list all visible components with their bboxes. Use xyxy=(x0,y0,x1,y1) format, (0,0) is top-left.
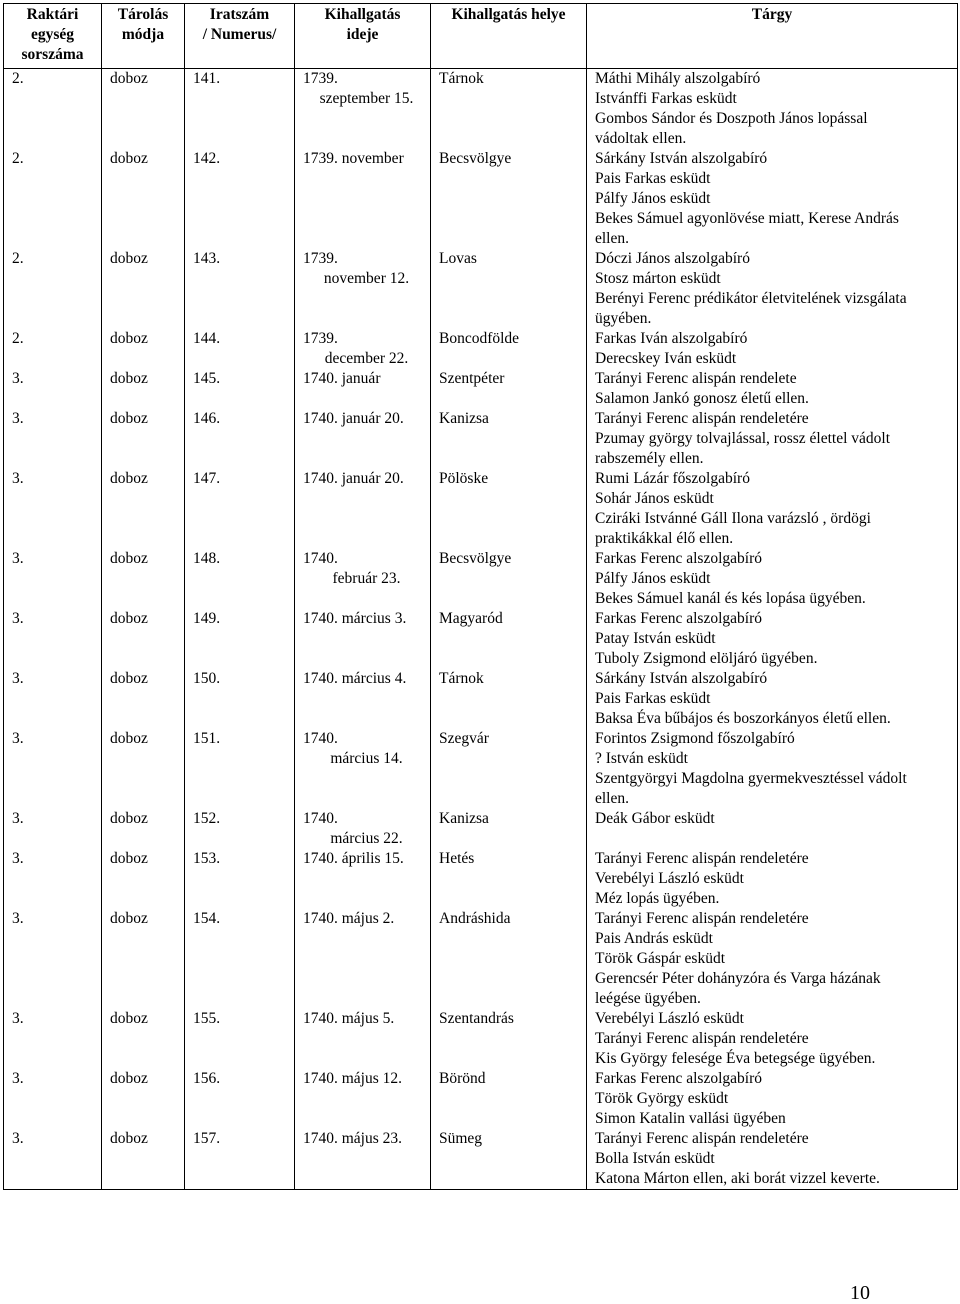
cell-subject: Farkas Ferenc alszolgabíró Patay István esküdt Tuboly Zsigmond elöljáró ügyében. xyxy=(587,609,958,669)
table-row xyxy=(4,69,958,150)
cell-place: Pölöske xyxy=(431,469,587,549)
cell-unit: 3. xyxy=(4,469,102,549)
cell-subject: Verebélyi László esküdt Tarányi Ferenc alispán rendeletére Kis György felesége Éva betegsége ügyében. xyxy=(587,1009,958,1069)
cell-date: 1740. május 12. xyxy=(295,1069,431,1129)
cell-place: Lovas xyxy=(431,249,587,329)
table-row xyxy=(4,849,958,909)
header-storage-mode: Tárolás módja xyxy=(102,4,185,69)
cell-subject: Tarányi Ferenc alispán rendeletére Verebélyi László esküdt Méz lopás ügyében. xyxy=(587,849,958,909)
cell-file-number: 157. xyxy=(185,1129,295,1190)
archive-table xyxy=(3,3,958,1190)
cell-subject: Máthi Mihály alszolgabíró Istvánffi Farkas esküdt Gombos Sándor és Doszpoth János lopással vádoltak ellen. xyxy=(587,69,958,150)
cell-unit: 3. xyxy=(4,809,102,849)
cell-subject: Tarányi Ferenc alispán rendeletére Pais András esküdt Török Gáspár esküdt Gerencsér Péter dohányzóra és Varga házának leégése ügyében. xyxy=(587,909,958,1009)
table-body xyxy=(4,69,958,1190)
cell-unit: 2. xyxy=(4,69,102,150)
cell-file-number: 156. xyxy=(185,1069,295,1129)
cell-storage-mode: doboz xyxy=(102,1069,185,1129)
cell-unit: 3. xyxy=(4,1009,102,1069)
cell-unit: 2. xyxy=(4,149,102,249)
table-row xyxy=(4,369,958,409)
cell-file-number: 154. xyxy=(185,909,295,1009)
cell-file-number: 144. xyxy=(185,329,295,369)
cell-place: Kanizsa xyxy=(431,809,587,849)
cell-place: Szentandrás xyxy=(431,1009,587,1069)
cell-place: Szentpéter xyxy=(431,369,587,409)
table-row xyxy=(4,909,958,1009)
cell-storage-mode: doboz xyxy=(102,329,185,369)
header-file-number: Iratszám / Numerus/ xyxy=(185,4,295,69)
cell-storage-mode: doboz xyxy=(102,1009,185,1069)
cell-unit: 2. xyxy=(4,329,102,369)
cell-place: Szegvár xyxy=(431,729,587,809)
cell-subject: Sárkány István alszolgabíró Pais Farkas esküdt Pálfy János esküdt Bekes Sámuel agyonlövése miatt, Kerese András ellen. xyxy=(587,149,958,249)
cell-storage-mode: doboz xyxy=(102,469,185,549)
table-row xyxy=(4,609,958,669)
cell-storage-mode: doboz xyxy=(102,729,185,809)
cell-subject: Tarányi Ferenc alispán rendeletére Bolla István esküdt Katona Márton ellen, aki borát vizzel keverte. xyxy=(587,1129,958,1190)
cell-file-number: 141. xyxy=(185,69,295,150)
cell-place: Andráshida xyxy=(431,909,587,1009)
header-interrogation-date: Kihallgatás ideje xyxy=(295,4,431,69)
table-row xyxy=(4,809,958,849)
cell-date: 1739. november 12. xyxy=(295,249,431,329)
cell-unit: 3. xyxy=(4,729,102,809)
cell-unit: 3. xyxy=(4,1069,102,1129)
cell-storage-mode: doboz xyxy=(102,409,185,469)
cell-file-number: 147. xyxy=(185,469,295,549)
cell-subject: Farkas Ferenc alszolgabíró Török György esküdt Simon Katalin vallási ügyében xyxy=(587,1069,958,1129)
cell-date: 1740. május 5. xyxy=(295,1009,431,1069)
cell-unit: 3. xyxy=(4,609,102,669)
table-row xyxy=(4,409,958,469)
cell-date: 1740. január 20. xyxy=(295,409,431,469)
cell-storage-mode: doboz xyxy=(102,609,185,669)
cell-place: Börönd xyxy=(431,1069,587,1129)
page-number: 10 xyxy=(850,1282,870,1304)
cell-subject: Rumi Lázár főszolgabíró Sohár János esküdt Cziráki Istvánné Gáll Ilona varázsló , ördögi praktikákkal élő ellen. xyxy=(587,469,958,549)
cell-subject: Dóczi János alszolgabíró Stosz márton esküdt Berényi Ferenc prédikátor életvitelének vizsgálata ügyében. xyxy=(587,249,958,329)
cell-place: Becsvölgye xyxy=(431,549,587,609)
cell-file-number: 151. xyxy=(185,729,295,809)
cell-date: 1740. január 20. xyxy=(295,469,431,549)
cell-date: 1740. május 2. xyxy=(295,909,431,1009)
cell-date: 1739. szeptember 15. xyxy=(295,69,431,150)
table-row xyxy=(4,669,958,729)
cell-file-number: 155. xyxy=(185,1009,295,1069)
cell-date: 1740. március 3. xyxy=(295,609,431,669)
table-row xyxy=(4,1069,958,1129)
table-row xyxy=(4,149,958,249)
header-unit: Raktári egység sorszáma xyxy=(4,4,102,69)
table-row xyxy=(4,249,958,329)
cell-date: 1739. november xyxy=(295,149,431,249)
cell-subject: Farkas Ferenc alszolgabíró Pálfy János esküdt Bekes Sámuel kanál és kés lopása ügyében. xyxy=(587,549,958,609)
header-interrogation-place: Kihallgatás helye xyxy=(431,4,587,69)
cell-unit: 3. xyxy=(4,549,102,609)
table-row xyxy=(4,1129,958,1190)
cell-place: Sümeg xyxy=(431,1129,587,1190)
cell-unit: 3. xyxy=(4,669,102,729)
cell-unit: 3. xyxy=(4,369,102,409)
cell-subject: Deák Gábor esküdt xyxy=(587,809,958,849)
cell-date: 1740. február 23. xyxy=(295,549,431,609)
cell-subject: Tarányi Ferenc alispán rendelete Salamon Jankó gonosz életű ellen. xyxy=(587,369,958,409)
table-row xyxy=(4,469,958,549)
cell-file-number: 149. xyxy=(185,609,295,669)
cell-place: Boncodfölde xyxy=(431,329,587,369)
cell-storage-mode: doboz xyxy=(102,1129,185,1190)
cell-subject: Forintos Zsigmond főszolgabíró ? István esküdt Szentgyörgyi Magdolna gyermekvesztéssel vádolt ellen. xyxy=(587,729,958,809)
cell-storage-mode: doboz xyxy=(102,549,185,609)
cell-storage-mode: doboz xyxy=(102,669,185,729)
cell-file-number: 150. xyxy=(185,669,295,729)
table-row xyxy=(4,549,958,609)
cell-file-number: 142. xyxy=(185,149,295,249)
cell-file-number: 152. xyxy=(185,809,295,849)
cell-place: Magyaród xyxy=(431,609,587,669)
table-row xyxy=(4,729,958,809)
cell-file-number: 145. xyxy=(185,369,295,409)
cell-unit: 3. xyxy=(4,1129,102,1190)
cell-subject: Sárkány István alszolgabíró Pais Farkas esküdt Baksa Éva bűbájos és boszorkányos életű ellen. xyxy=(587,669,958,729)
cell-place: Kanizsa xyxy=(431,409,587,469)
cell-date: 1739. december 22. xyxy=(295,329,431,369)
cell-storage-mode: doboz xyxy=(102,69,185,150)
cell-subject: Farkas Iván alszolgabíró Derecskey Iván esküdt xyxy=(587,329,958,369)
cell-storage-mode: doboz xyxy=(102,849,185,909)
cell-unit: 2. xyxy=(4,249,102,329)
cell-storage-mode: doboz xyxy=(102,909,185,1009)
cell-date: 1740. március 22. xyxy=(295,809,431,849)
cell-storage-mode: doboz xyxy=(102,809,185,849)
cell-unit: 3. xyxy=(4,909,102,1009)
cell-file-number: 146. xyxy=(185,409,295,469)
cell-place: Tárnok xyxy=(431,669,587,729)
table-row xyxy=(4,1009,958,1069)
cell-date: 1740. április 15. xyxy=(295,849,431,909)
cell-date: 1740. március 4. xyxy=(295,669,431,729)
cell-subject: Tarányi Ferenc alispán rendeletére Pzumay györgy tolvajlással, rossz élettel vádolt rabszemély ellen. xyxy=(587,409,958,469)
cell-file-number: 148. xyxy=(185,549,295,609)
cell-date: 1740. március 14. xyxy=(295,729,431,809)
cell-place: Tárnok xyxy=(431,69,587,150)
cell-unit: 3. xyxy=(4,409,102,469)
cell-storage-mode: doboz xyxy=(102,249,185,329)
cell-date: 1740. május 23. xyxy=(295,1129,431,1190)
cell-place: Becsvölgye xyxy=(431,149,587,249)
cell-file-number: 153. xyxy=(185,849,295,909)
table-row xyxy=(4,329,958,369)
header-row xyxy=(4,4,958,69)
cell-file-number: 143. xyxy=(185,249,295,329)
cell-storage-mode: doboz xyxy=(102,369,185,409)
cell-unit: 3. xyxy=(4,849,102,909)
header-subject: Tárgy xyxy=(587,4,958,69)
cell-place: Hetés xyxy=(431,849,587,909)
cell-date: 1740. január xyxy=(295,369,431,409)
cell-storage-mode: doboz xyxy=(102,149,185,249)
